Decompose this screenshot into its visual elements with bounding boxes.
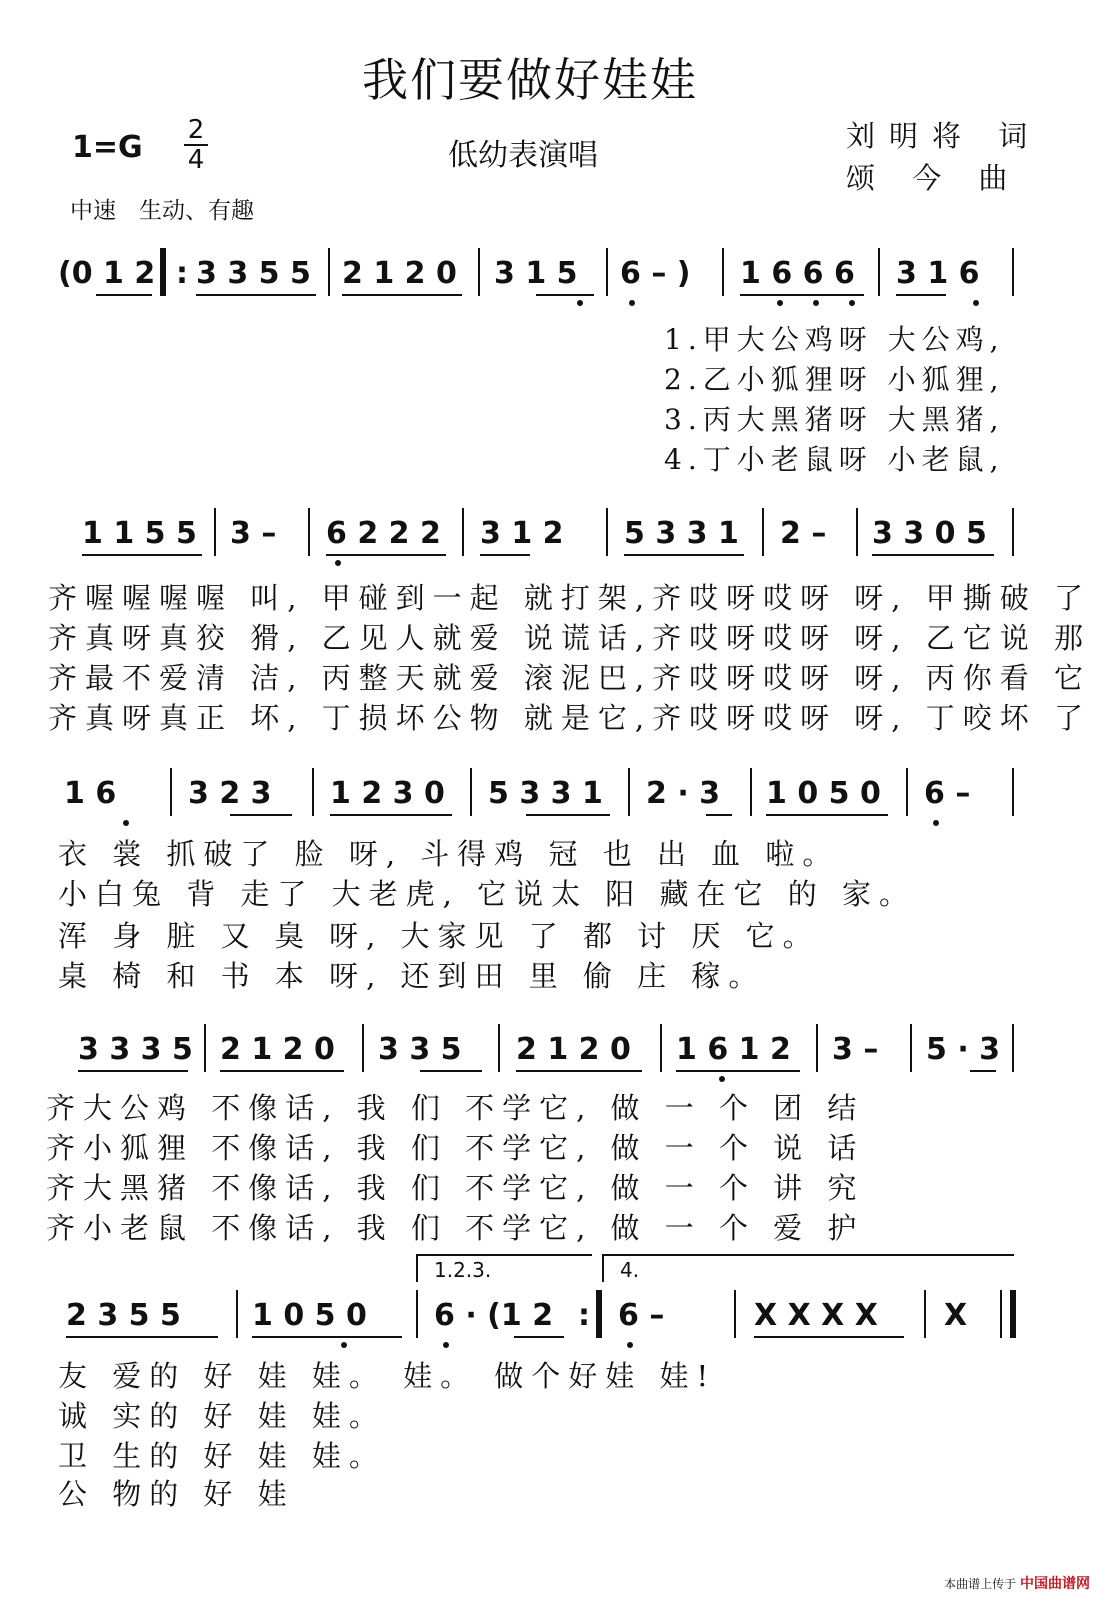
measure: 3 1 6	[896, 256, 980, 291]
lyric-line: 齐最不爱清 洁, 丙整天就爱 滚泥巴,齐哎呀哎呀 呀, 丙你看 它	[48, 661, 1091, 695]
lyric-line: 小白兔 背 走了 大老虎, 它说太 阳 藏在它 的 家。	[58, 877, 916, 911]
site-name: 中国曲谱网	[1020, 1576, 1090, 1592]
measure: 6 –	[618, 1298, 665, 1333]
measure: 2 1 2 0	[220, 1032, 335, 1067]
tempo-marking: 中速 生动、有趣	[70, 198, 254, 224]
measure: 3 2 3	[188, 776, 272, 811]
measure: 1 6	[64, 776, 117, 811]
lyric-line: 桌 椅 和 书 本 呀, 还到田 里 偷 庄 稼。	[58, 959, 766, 993]
lyric-line: 齐真呀真狡 猾, 乙见人就爱 说谎话,齐哎呀哎呀 呀, 乙它说 那	[48, 621, 1091, 655]
measure: 3 1 5	[494, 256, 578, 291]
lyric-line: 友 爱的 好 娃 娃。 娃。 做个好娃 娃!	[58, 1359, 717, 1393]
notation-line-1: (0 1 2 : 3 3 5 5 2 1 2 0 3 1 5 6 – ) 1 6 6 6 3 1 6	[0, 248, 1100, 308]
site-watermark	[944, 1573, 1090, 1593]
measure: 1 1 5 5	[82, 516, 197, 551]
verse-line: 1.甲大公鸡呀 大公鸡,	[664, 323, 1005, 356]
lyric-line: 衣 裳 抓破了 脸 呀, 斗得鸡 冠 也 出 血 啦。	[58, 837, 840, 871]
measure: 2 · 3	[646, 776, 721, 811]
measure: 2 –	[780, 516, 827, 551]
volta-second-ending	[602, 1254, 1014, 1282]
lyric-line: 齐喔喔喔喔 叫, 甲碰到一起 就打架,齐哎呀哎呀 呀, 甲撕破 了	[48, 581, 1091, 615]
verse-line: 4.丁小老鼠呀 小老鼠,	[664, 443, 1005, 476]
verse-line: 3.丙大黑猪呀 大黑猪,	[664, 403, 1005, 436]
measure: 3 3 5 5	[196, 256, 311, 291]
notation-line-3	[0, 768, 1100, 828]
score-title: 我们要做好娃娃	[362, 53, 698, 107]
measure: 2 1 2 0	[516, 1032, 631, 1067]
measure: 2 3 5 5	[66, 1298, 181, 1333]
measure: 1 2 3 0	[330, 776, 445, 811]
measure: 3 1 2	[480, 516, 564, 551]
measure: 3 –	[230, 516, 277, 551]
notation-line-2	[0, 508, 1100, 568]
key-signature: 1=G	[72, 130, 143, 165]
measure: 6 · (1 2	[434, 1298, 554, 1333]
lyric-line: 公 物的 好 娃	[58, 1477, 295, 1511]
measure: X	[944, 1298, 968, 1333]
measure: 5 3 3 1	[624, 516, 739, 551]
lyric-line: 齐小狐狸 不像话, 我 们 不学它, 做 一 个 说 话	[46, 1131, 865, 1165]
measure: 3 –	[832, 1032, 879, 1067]
composer: 颂 今 曲	[846, 161, 1022, 195]
measure: 3 3 3 5	[78, 1032, 193, 1067]
volta-second-label: 4.	[620, 1258, 640, 1282]
lyric-line: 齐真呀真正 坏, 丁损坏公物 就是它,齐哎呀哎呀 呀, 丁咬坏 了	[48, 701, 1091, 735]
measure: 1 0 5 0	[252, 1298, 367, 1333]
verse-line: 2.乙小狐狸呀 小狐狸,	[664, 363, 1005, 396]
measure: 3 3 5	[378, 1032, 462, 1067]
performer-note: 低幼表演唱	[448, 138, 598, 173]
volta-first-ending	[416, 1254, 592, 1282]
measure: 6 – )	[620, 256, 691, 291]
time-top: 2	[187, 115, 205, 145]
lyric-line: 卫 生的 好 娃 娃。	[58, 1439, 386, 1473]
measure: 2 1 2 0	[342, 256, 457, 291]
volta-first-label: 1.2.3.	[434, 1258, 492, 1282]
lyric-line: 齐大公鸡 不像话, 我 们 不学它, 做 一 个 团 结	[46, 1091, 865, 1125]
measure: 5 3 3 1	[488, 776, 603, 811]
time-signature	[180, 116, 212, 174]
measure: 5 · 3	[926, 1032, 1001, 1067]
time-bottom: 4	[187, 145, 205, 175]
upload-text: 本曲谱上传于	[944, 1577, 1017, 1591]
notation-line-4	[0, 1024, 1100, 1084]
measure: 3 3 0 5	[872, 516, 987, 551]
measure: 6 2 2 2	[326, 516, 441, 551]
notation-line-5: 2 3 5 5 1 0 5 0 6 · (1 2 : 6 – X X X X X	[0, 1290, 1100, 1350]
measure: (0 1 2	[58, 256, 156, 291]
lyric-line: 浑 身 脏 又 臭 呀, 大家见 了 都 讨 厌 它。	[58, 919, 820, 953]
lyric-line: 诚 实的 好 娃 娃。	[58, 1399, 386, 1433]
lyric-line: 齐小老鼠 不像话, 我 们 不学它, 做 一 个 爱 护	[46, 1211, 865, 1245]
lyric-line: 齐大黑猪 不像话, 我 们 不学它, 做 一 个 讲 究	[46, 1171, 865, 1205]
measure: 6 –	[924, 776, 971, 811]
measure: X X X X	[754, 1298, 878, 1333]
lyricist: 刘明将 词	[846, 119, 1042, 153]
measure: 1 6 6 6	[740, 256, 855, 291]
measure: 1 6 1 2	[676, 1032, 791, 1067]
measure: 1 0 5 0	[766, 776, 881, 811]
